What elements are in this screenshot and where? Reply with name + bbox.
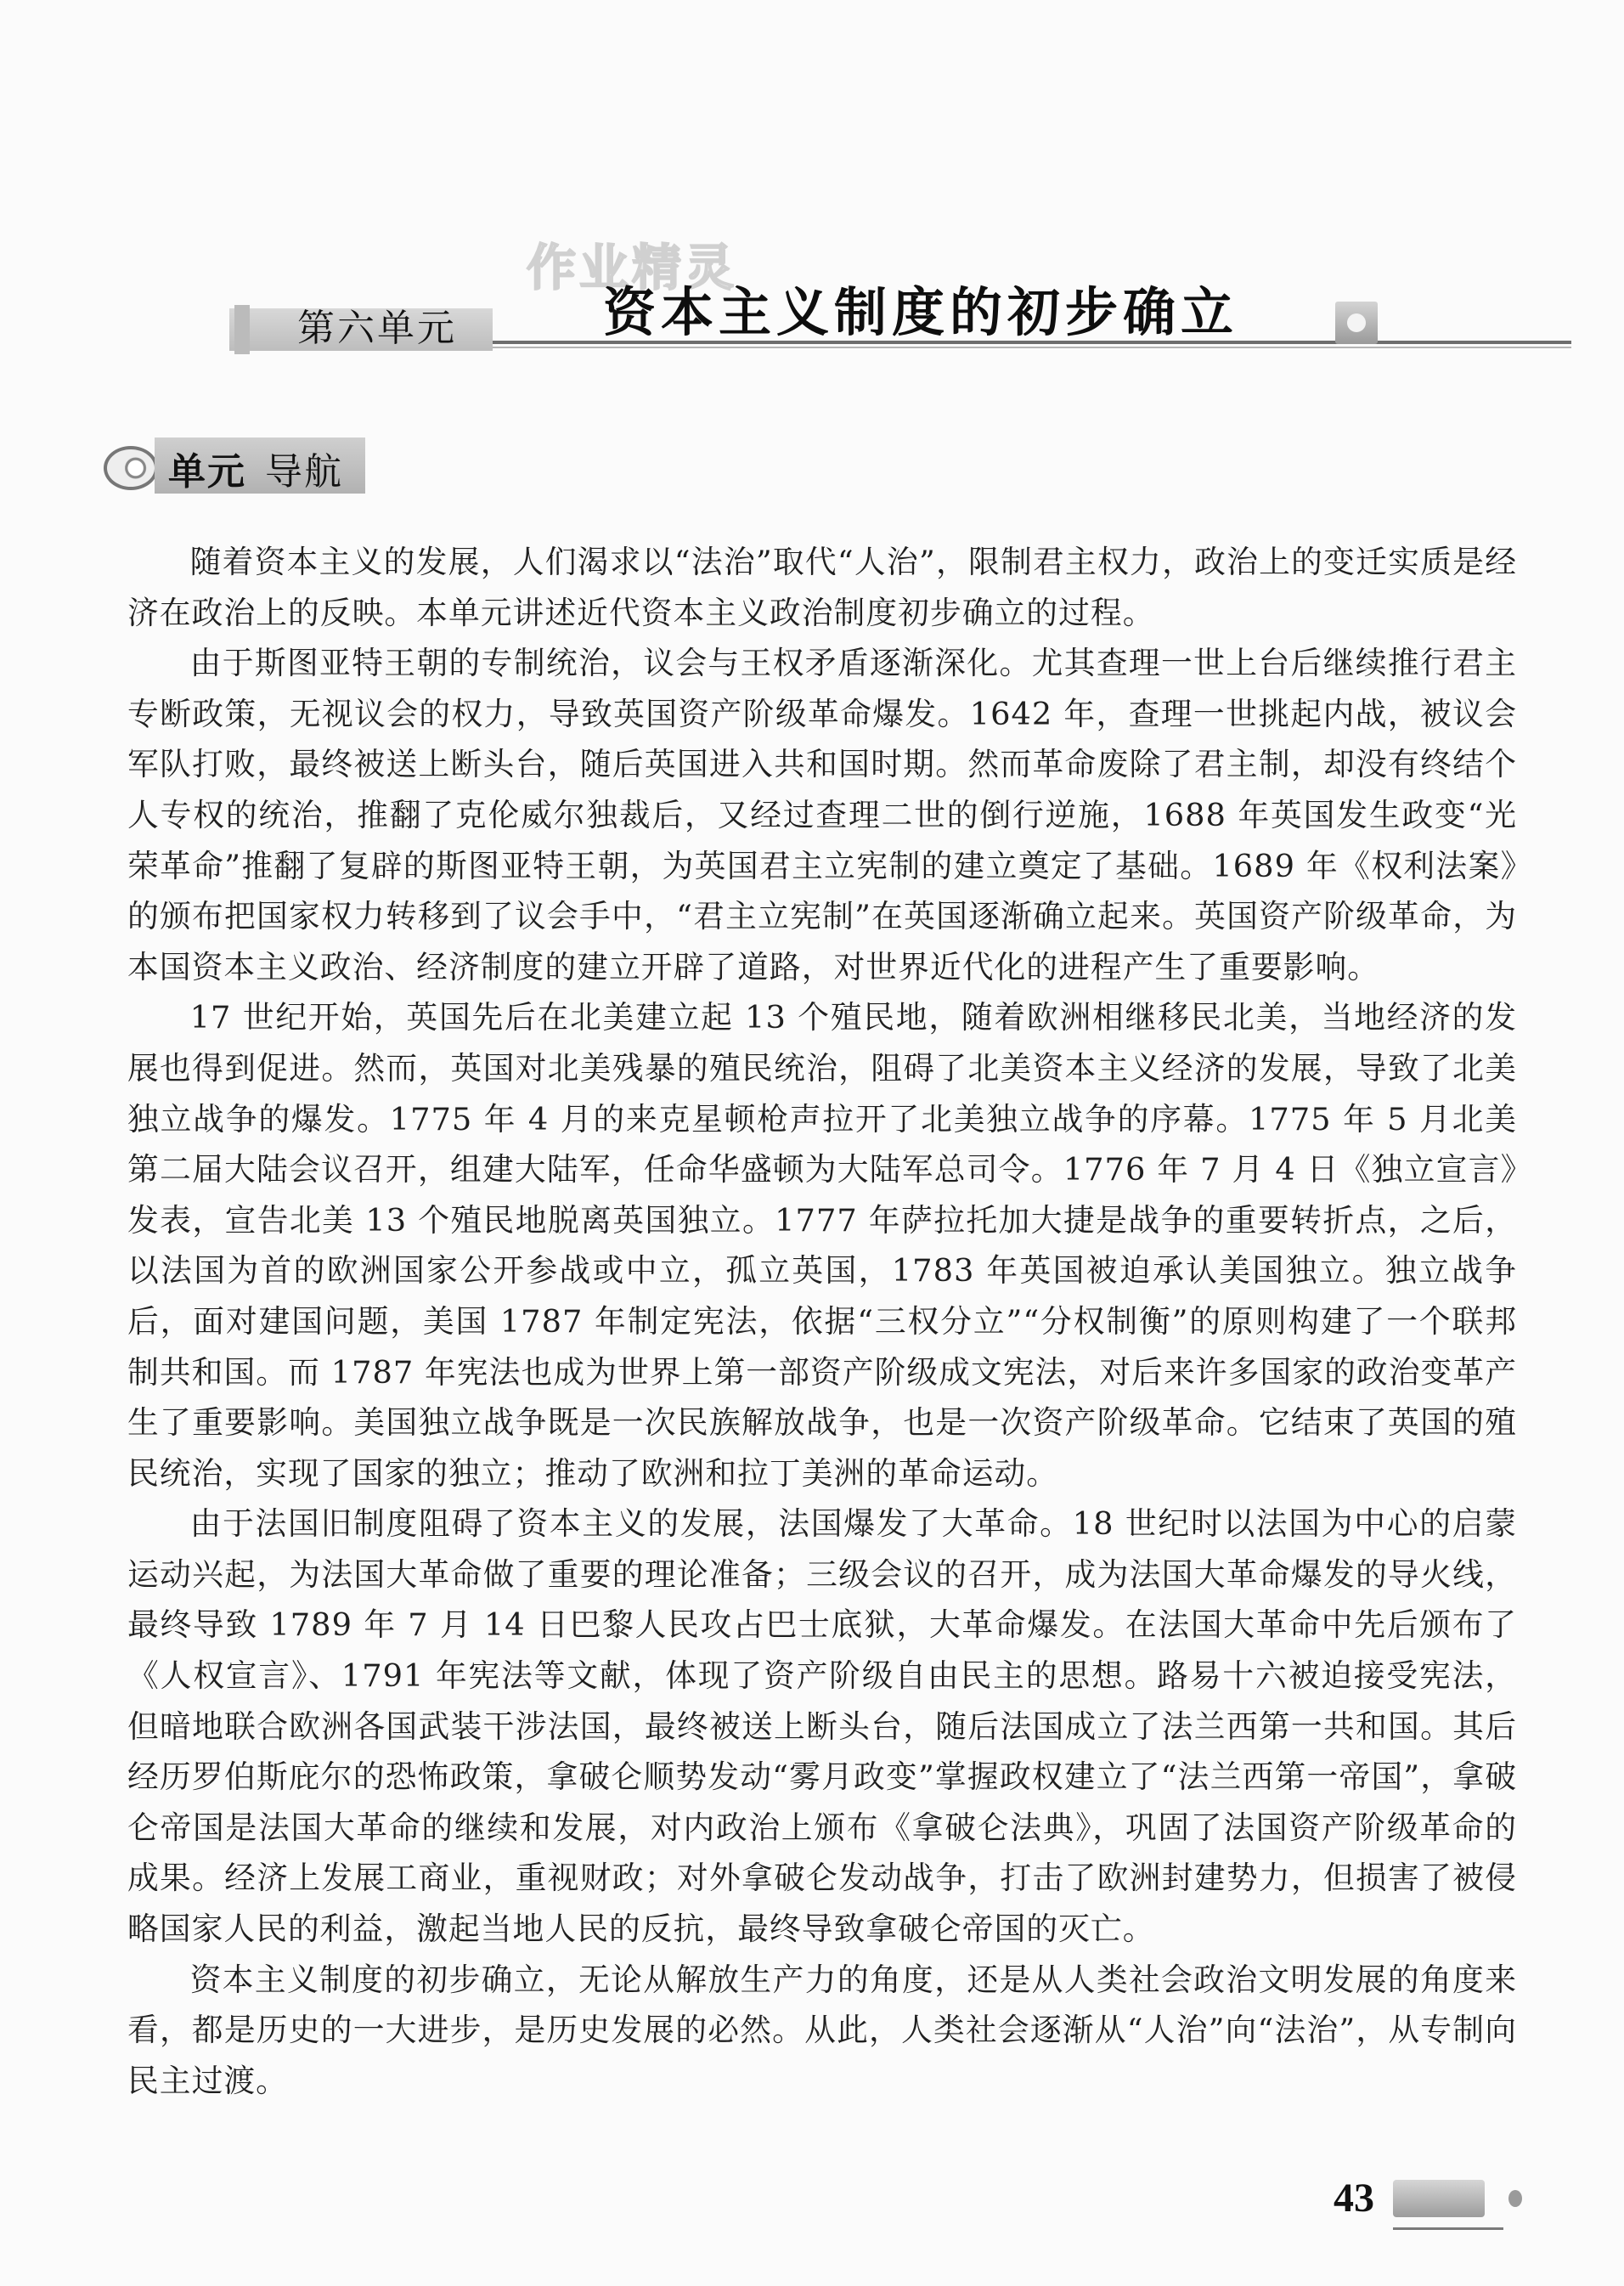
section-heading-label-part1: 单元 xyxy=(168,450,246,494)
swirl-icon xyxy=(104,446,158,490)
watermark: 作业精灵 xyxy=(527,239,738,296)
paragraph: 随着资本主义的发展，人们渴求以“法治”取代“人治”，限制君主权力，政治上的变迁实质是经济在政治上的反映。本单元讲述近代资本主义政治制度初步确立的过程。 xyxy=(127,544,1517,631)
paragraph: 资本主义制度的初步确立，无论从解放生产力的角度，还是从人类社会政治文明发展的角度来看，都是历史的一大进步，是历史发展的必然。从此，人类社会逐渐从“人治”向“法治”，从专制向民主过渡。 xyxy=(127,1961,1517,2099)
footer-dot-icon xyxy=(1508,2190,1522,2207)
unit-label-edge xyxy=(234,305,250,354)
body-text xyxy=(127,537,1517,2106)
paragraph: 17 世纪开始，英国先后在北美建立起 13 个殖民地，随着欧洲相继移民北美，当地经济的发展也得到促进。然而，英国对北美残暴的殖民统治，阻碍了北美资本主义经济的发展，导致了北美独立战争的爆发。1775 年 4 月的来克星顿枪声拉开了北美独立战争的序幕。1775 年 5 月北美第二届大陆会议召开，组建大陆军，任命华盛顿为大陆军总司令。1776 年 7 月 4 日《独立宣言》发表，宣告北美 13 个殖民地脱离英国独立。1777 年萨拉托加大捷是战争的重要转折点，之后，以法国为首的欧洲国家公开参战或中立，孤立英国，1783 年英国被迫承认美国独立。独立战争后，面对建国问题，美国 1787 年制定宪法，依据“三权分立”“分权制衡”的原则构建了一个联邦制共和国。而 1787 年宪法也成为世界上第一部资产阶级成文宪法，对后来许多国家的政治变革产生了重要影响。美国独立战争既是一次民族解放战争，也是一次资产阶级革命。它结束了英国的殖民统治，实现了国家的独立；推动了欧洲和拉丁美洲的革命运动。 xyxy=(127,999,1517,1492)
paragraph: 由于法国旧制度阻碍了资本主义的发展，法国爆发了大革命。18 世纪时以法国为中心的启蒙运动兴起，为法国大革命做了重要的理论准备；三级会议的召开，成为法国大革命爆发的导火线，最终导致 1789 年 7 月 14 日巴黎人民攻占巴士底狱，大革命爆发。在法国大革命中先后颁布了《人权宣言》、1791 年宪法等文献，体现了资产阶级自由民主的思想。路易十六被迫接受宪法，但暗地联合欧洲各国武装干涉法国，最终被送上断头台，随后法国成立了法兰西第一共和国。其后经历罗伯斯庇尔的恐怖政策，拿破仑顺势发动“雾月政变”掌握政权建立了“法兰西第一帝国”，拿破仑帝国是法国大革命的继续和发展，对内政治上颁布《拿破仑法典》，巩固了法国资产阶级革命的成果。经济上发展工商业，重视财政；对外拿破仑发动战争，打击了欧洲封建势力，但损害了被侵略国家人民的利益，激起当地人民的反抗，最终导致拿破仑帝国的灭亡。 xyxy=(127,1505,1517,1948)
footer-ornament-icon xyxy=(1393,2180,1485,2217)
footer-rule xyxy=(1393,2227,1503,2230)
unit-title: 资本主义制度的初步确立 xyxy=(603,281,1239,343)
header-end-ornament-icon xyxy=(1335,302,1378,344)
unit-label: 第六单元 xyxy=(297,307,457,350)
header-rule-secondary xyxy=(493,347,1571,348)
section-heading-label-part2: 导航 xyxy=(265,450,343,494)
page-number: 43 xyxy=(1334,2176,1374,2221)
paragraph: 由于斯图亚特王朝的专制统治，议会与王权矛盾逐渐深化。尤其查理一世上台后继续推行君主专断政策，无视议会的权力，导致英国资产阶级革命爆发。1642 年，查理一世挑起内战，被议会军队打败，最终被送上断头台，随后英国进入共和国时期。然而革命废除了君主制，却没有终结个人专权的统治，推翻了克伦威尔独裁后，又经过查理二世的倒行逆施，1688 年英国发生政变“光荣革命”推翻了复辟的斯图亚特王朝，为英国君主立宪制的建立奠定了基础。1689 年《权利法案》的颁布把国家权力转移到了议会手中，“君主立宪制”在英国逐渐确立起来。英国资产阶级革命，为本国资本主义政治、经济制度的建立开辟了道路，对世界近代化的进程产生了重要影响。 xyxy=(127,645,1517,985)
section-heading xyxy=(104,437,367,494)
